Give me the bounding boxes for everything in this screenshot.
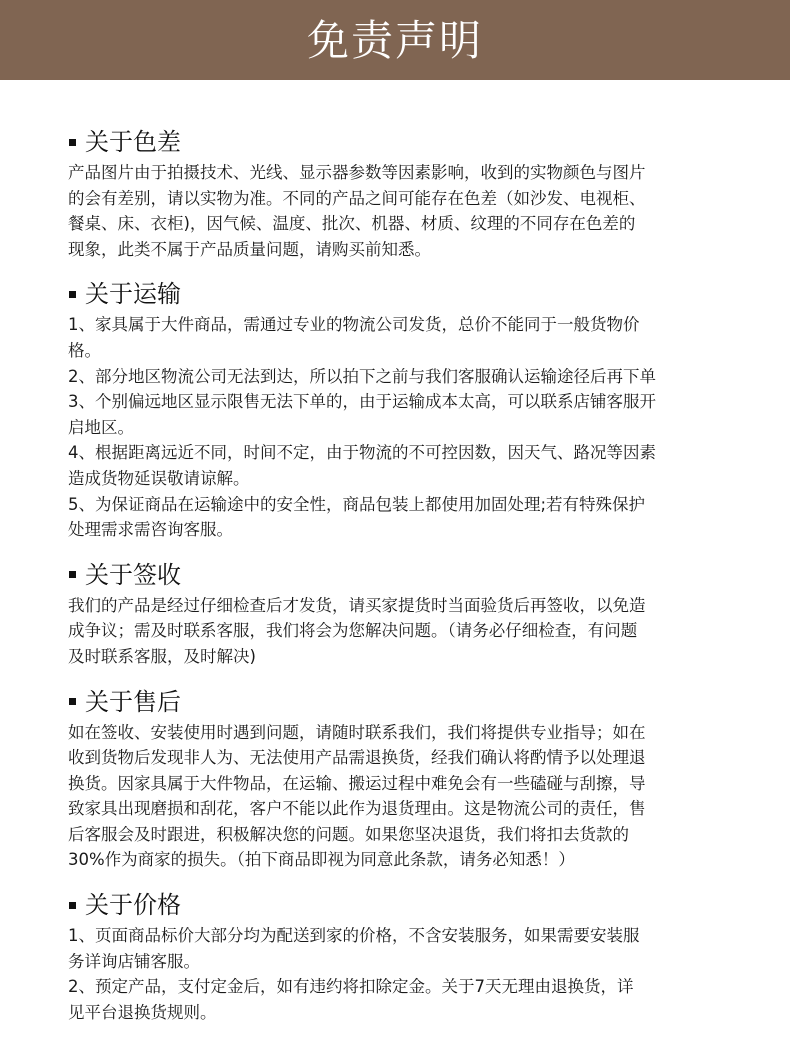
section-line: 务详询店铺客服。 [68,951,200,971]
section-line: 如在签收、安装使用时遇到问题，请随时联系我们，我们将提供专业指导；如在 [68,722,646,742]
section-line: 致家具出现磨损和刮花，客户不能以此作为退货理由。这是物流公司的责任，售 [68,799,646,819]
section-line: 1、家具属于大件商品，需通过专业的物流公司发货，总价不能同于一般货物价 [68,315,640,335]
section-heading-text: 关于运输 [85,280,181,309]
section-line: 见平台退换货规则。 [68,1002,217,1022]
section-line: 30%作为商家的损失。（拍下商品即视为同意此条款，请务必知悉！） [68,850,575,870]
square-bullet-icon [69,571,76,578]
section-heading-text: 关于色差 [85,128,181,156]
section-line: 收到货物后发现非人为、无法使用产品需退换货，经我们确认将酌情予以处理退 [68,748,646,768]
section-price [68,889,728,1025]
section-line: 1、页面商品标价大部分均为配送到家的价格，不含安装服务，如果需要安装服 [68,926,640,946]
title-banner [0,0,790,80]
section-line: 格。 [68,340,101,360]
section-heading-text: 关于售后 [85,687,181,716]
section-line: 2、预定产品，支付定金后，如有违约将扣除定金。关于7天无理由退换货，详 [68,977,634,997]
section-line: 成争议；需及时联系客服，我们将会为您解决问题。（请务必仔细检查，有问题 [68,621,638,641]
square-bullet-icon [69,139,76,146]
section-heading [68,278,728,310]
section-line: 后客服会及时跟进，积极解决您的问题。如果您坚决退货，我们将扣去货款的 [68,824,629,844]
section-line: 及时联系客服，及时解决) [68,646,256,666]
section-line: 处理需求需咨询客服。 [68,520,233,540]
section-line: 4、根据距离远近不同，时间不定，由于物流的不可控因数，因天气、路况等因素 [68,443,656,463]
section-heading-text: 关于价格 [85,891,181,920]
section-line: 换货。因家具属于大件物品，在运输、搬运过程中难免会有一些磕碰与刮擦，导 [68,773,646,793]
section-line: 启地区。 [68,417,134,437]
section-heading [68,889,728,921]
section-shipping [68,278,728,542]
section-line: 产品图片由于拍摄技术、光线、显示器参数等因素影响，收到的实物颜色与图片 [68,163,646,182]
page-title: 免责声明 [306,16,483,65]
square-bullet-icon [69,291,76,298]
section-line: 2、部分地区物流公司无法到达，所以拍下之前与我们客服确认运输途径后再下单 [68,366,656,386]
section-line: 的会有差别，请以实物为准。不同的产品之间可能存在色差（如沙发、电视柜、 [68,188,646,208]
section-color-difference [68,126,728,262]
section-line: 我们的产品是经过仔细检查后才发货，请买家提货时当面验货后再签收，以免造 [68,595,646,615]
section-line: 餐桌、床、衣柜)，因气候、温度、批次、机器、材质、纹理的不同存在色差的 [68,214,636,234]
disclaimer-content [68,126,728,1041]
square-bullet-icon [69,698,76,705]
section-line: 现象，此类不属于产品质量问题，请购买前知悉。 [68,239,431,259]
section-heading-text: 关于签收 [85,560,181,589]
section-after-sales [68,686,728,874]
square-bullet-icon [69,902,76,909]
section-line: 3、个别偏远地区显示限售无法下单的，由于运输成本太高，可以联系店铺客服开 [68,392,656,412]
section-heading [68,686,728,718]
section-heading [68,559,728,591]
section-receipt [68,559,728,670]
section-line: 造成货物延误敬请谅解。 [68,468,250,488]
section-line: 5、为保证商品在运输途中的安全性，商品包装上都使用加固处理;若有特殊保护 [68,494,646,514]
section-heading [68,126,728,158]
